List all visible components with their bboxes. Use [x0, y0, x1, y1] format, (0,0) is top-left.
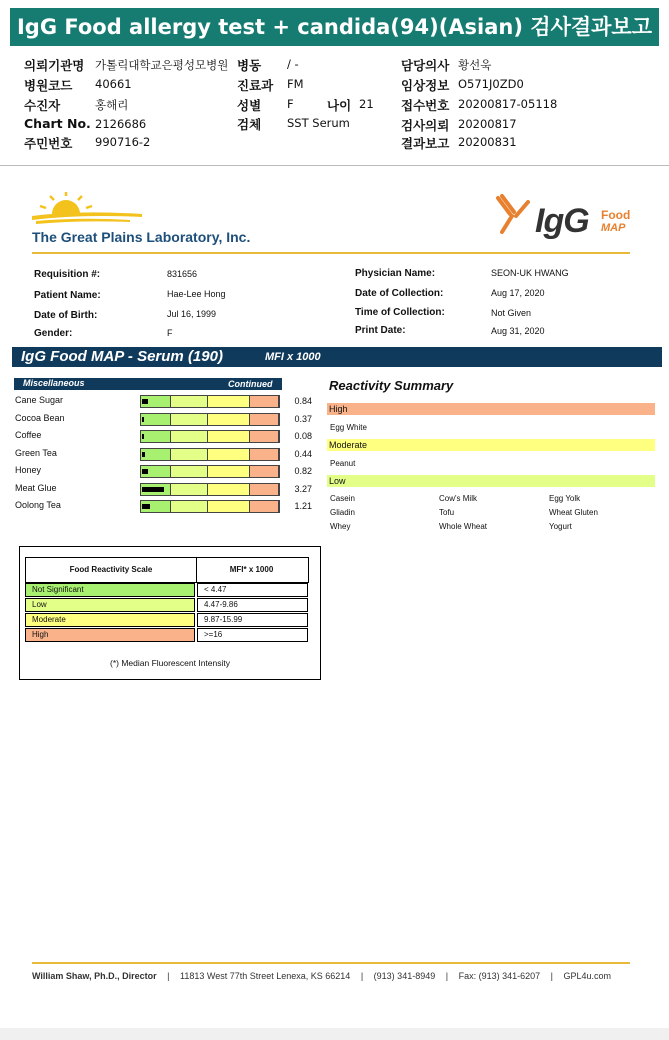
section-bar	[12, 347, 662, 367]
food-value: 0.84	[294, 396, 312, 406]
brand-igg: IgG	[535, 202, 589, 240]
food-name: Cocoa Bean	[15, 412, 65, 423]
info-value: Jul 16, 1999	[167, 309, 217, 319]
info-label: Time of Collection:	[355, 307, 445, 318]
hdr-key: 병동	[237, 58, 262, 73]
meter-fill	[142, 504, 150, 509]
legend-range: < 4.47	[197, 583, 308, 597]
reactivity-meter	[140, 413, 280, 426]
meter-segment	[250, 449, 279, 460]
food-value: 0.08	[294, 431, 312, 441]
meter-segment	[208, 431, 250, 442]
reactivity-meter	[140, 448, 280, 461]
hdr-value: / -	[287, 57, 299, 71]
meter-segment	[171, 466, 208, 477]
info-label: Date of Birth:	[34, 310, 98, 321]
legend-range: 9.87-15.99	[197, 613, 308, 627]
misc-label: Miscellaneous	[23, 378, 85, 388]
info-value: 831656	[167, 269, 198, 279]
hdr-value: 가톨릭대학교은평성모병원	[95, 58, 229, 72]
reactivity-meter	[140, 483, 280, 496]
meter-segment	[208, 484, 250, 495]
summary-item: Peanut	[330, 459, 356, 468]
misc-continued: Continued	[228, 379, 273, 389]
hdr-value: 20200817	[458, 117, 517, 131]
hdr-value: 21	[359, 97, 374, 111]
reactivity-meter	[140, 395, 280, 408]
hdr-key: 결과보고	[401, 136, 450, 151]
hdr-key: 진료과	[237, 78, 274, 93]
info-value: Not Given	[491, 308, 532, 318]
section-mfi: MFI x 1000	[265, 351, 321, 363]
reactivity-meter	[140, 500, 280, 513]
divider	[32, 962, 630, 964]
info-label: Gender:	[34, 328, 73, 339]
meter-segment	[141, 431, 171, 442]
meter-fill	[142, 487, 164, 492]
footer-address: 11813 West 77th Street Lenexa, KS 66214	[180, 971, 351, 981]
hdr-value: FM	[287, 77, 304, 91]
info-value: Aug 31, 2020	[491, 326, 545, 336]
info-value: F	[167, 328, 173, 338]
hdr-value: 990716-2	[95, 135, 151, 149]
info-label: Patient Name:	[34, 290, 101, 301]
summary-item: Casein	[330, 494, 355, 503]
meter-segment	[208, 466, 250, 477]
meter-segment	[171, 449, 208, 460]
legend-label: Low	[25, 598, 195, 612]
summary-item: Yogurt	[549, 522, 572, 531]
food-value: 0.44	[294, 448, 312, 459]
food-value: 3.27	[294, 483, 312, 494]
food-name: Honey	[15, 465, 42, 475]
food-name: Meat Glue	[15, 482, 57, 493]
summary-item: Whey	[330, 522, 351, 531]
hdr-key: 임상정보	[401, 78, 450, 93]
brand-food: Food	[601, 208, 631, 222]
footer-site[interactable]: GPL4u.com	[563, 971, 612, 981]
hdr-key: 성별	[237, 98, 262, 113]
meter-segment	[141, 449, 171, 460]
info-value: Hae-Lee Hong	[167, 289, 226, 299]
summary-item: Whole Wheat	[439, 522, 488, 531]
misc-header	[14, 378, 282, 390]
meter-segment	[250, 414, 279, 425]
footer-director: William Shaw, Ph.D., Director	[32, 971, 157, 981]
reactivity-scale-legend	[19, 546, 321, 680]
info-label: Print Date:	[355, 325, 406, 336]
hdr-value: 2126686	[95, 117, 147, 131]
summary-low-band: Low	[327, 475, 655, 487]
hdr-value: F	[287, 97, 294, 111]
footer-fax: Fax: (913) 341-6207	[458, 971, 541, 981]
meter-segment	[208, 449, 250, 460]
meter-segment	[171, 501, 208, 512]
info-label: Date of Collection:	[355, 288, 444, 299]
hdr-key: 수진자	[24, 98, 61, 113]
report-header	[0, 0, 669, 166]
footer-phone: (913) 341-8949	[373, 971, 436, 981]
legend-note: (*) Median Fluorescent Intensity	[110, 658, 230, 668]
sun-logo-icon	[30, 192, 145, 228]
report-title: IgG Food allergy test + candida(94)(Asian) 검사결과보고서	[10, 8, 659, 46]
meter-segment	[171, 431, 208, 442]
hdr-value: O571J0ZD0	[458, 77, 524, 91]
meter-fill	[142, 469, 148, 474]
hdr-key: Chart No.	[24, 116, 91, 131]
summary-high-band: High	[327, 403, 655, 415]
legend-label: Not Significant	[25, 583, 195, 597]
meter-segment	[250, 431, 279, 442]
meter-segment	[208, 501, 250, 512]
hdr-key: 담당의사	[401, 58, 450, 73]
meter-fill	[142, 417, 144, 422]
hdr-key: 접수번호	[401, 98, 450, 113]
hdr-value: 홍해리	[95, 98, 129, 112]
hdr-value: 황선욱	[458, 58, 492, 72]
food-name: Cane Sugar	[15, 395, 64, 405]
summary-item: Wheat Gluten	[549, 508, 598, 517]
summary-item: Tofu	[439, 508, 455, 517]
legend-header: MFI* x 1000	[195, 557, 309, 583]
reactivity-meter	[140, 465, 280, 478]
meter-segment	[250, 466, 279, 477]
meter-segment	[208, 396, 250, 407]
reactivity-meter	[140, 430, 280, 443]
footer: William Shaw, Ph.D., Director | 11813 West 77th Street Lenexa, KS 66214 | (913) 341-8949 | Fax: (913) 341-6207 | GPL4u.com	[32, 971, 612, 981]
info-value: Aug 17, 2020	[491, 288, 545, 298]
food-value: 0.82	[294, 466, 312, 476]
meter-fill	[142, 452, 145, 457]
antibody-icon	[494, 194, 534, 236]
summary-item: Egg White	[330, 423, 367, 432]
summary-item: Cow's Milk	[439, 494, 477, 503]
food-name: Coffee	[15, 430, 42, 440]
hdr-key: 검체	[237, 117, 262, 132]
legend-label: High	[25, 628, 195, 642]
meter-segment	[208, 414, 250, 425]
meter-segment	[250, 501, 279, 512]
meter-segment	[250, 396, 279, 407]
legend-range: >=16	[197, 628, 308, 642]
hdr-value: SST Serum	[287, 116, 350, 130]
meter-segment	[171, 484, 208, 495]
food-value: 0.37	[294, 413, 312, 424]
meter-fill	[142, 434, 144, 439]
meter-fill	[142, 399, 148, 404]
meter-segment	[250, 484, 279, 495]
lab-name: The Great Plains Laboratory, Inc.	[32, 229, 251, 245]
hdr-key: 검사의뢰	[401, 118, 450, 133]
info-label: Requisition #:	[34, 269, 101, 280]
hdr-key: 주민번호	[24, 136, 73, 151]
hdr-key: 의뢰기관명	[24, 58, 85, 73]
meter-segment	[171, 396, 208, 407]
summary-item: Egg Yolk	[549, 494, 581, 503]
summary-item: Gliadin	[330, 508, 355, 517]
info-label: Physician Name:	[355, 268, 436, 279]
brand-map: MAP	[601, 222, 626, 234]
hdr-value: 20200831	[458, 135, 517, 149]
bottom-strip	[0, 1028, 669, 1040]
summary-title: Reactivity Summary	[329, 378, 454, 393]
food-name: Oolong Tea	[15, 500, 61, 510]
hdr-value: 40661	[95, 77, 132, 91]
hdr-key: 병원코드	[24, 78, 73, 93]
section-title: IgG Food MAP - Serum (190)	[21, 348, 223, 365]
meter-segment	[141, 414, 171, 425]
hdr-value: 20200817-05118	[458, 97, 558, 111]
legend-range: 4.47-9.86	[197, 598, 308, 612]
info-value: SEON-UK HWANG	[491, 268, 569, 278]
divider	[32, 252, 630, 254]
food-value: 1.21	[294, 501, 312, 511]
meter-segment	[171, 414, 208, 425]
lab-report-page	[0, 166, 669, 1028]
summary-moderate-band: Moderate	[327, 439, 655, 451]
legend-header: Food Reactivity Scale	[25, 557, 197, 583]
hdr-key: 나이	[327, 98, 352, 113]
food-name: Green Tea	[15, 447, 57, 458]
legend-label: Moderate	[25, 613, 195, 627]
